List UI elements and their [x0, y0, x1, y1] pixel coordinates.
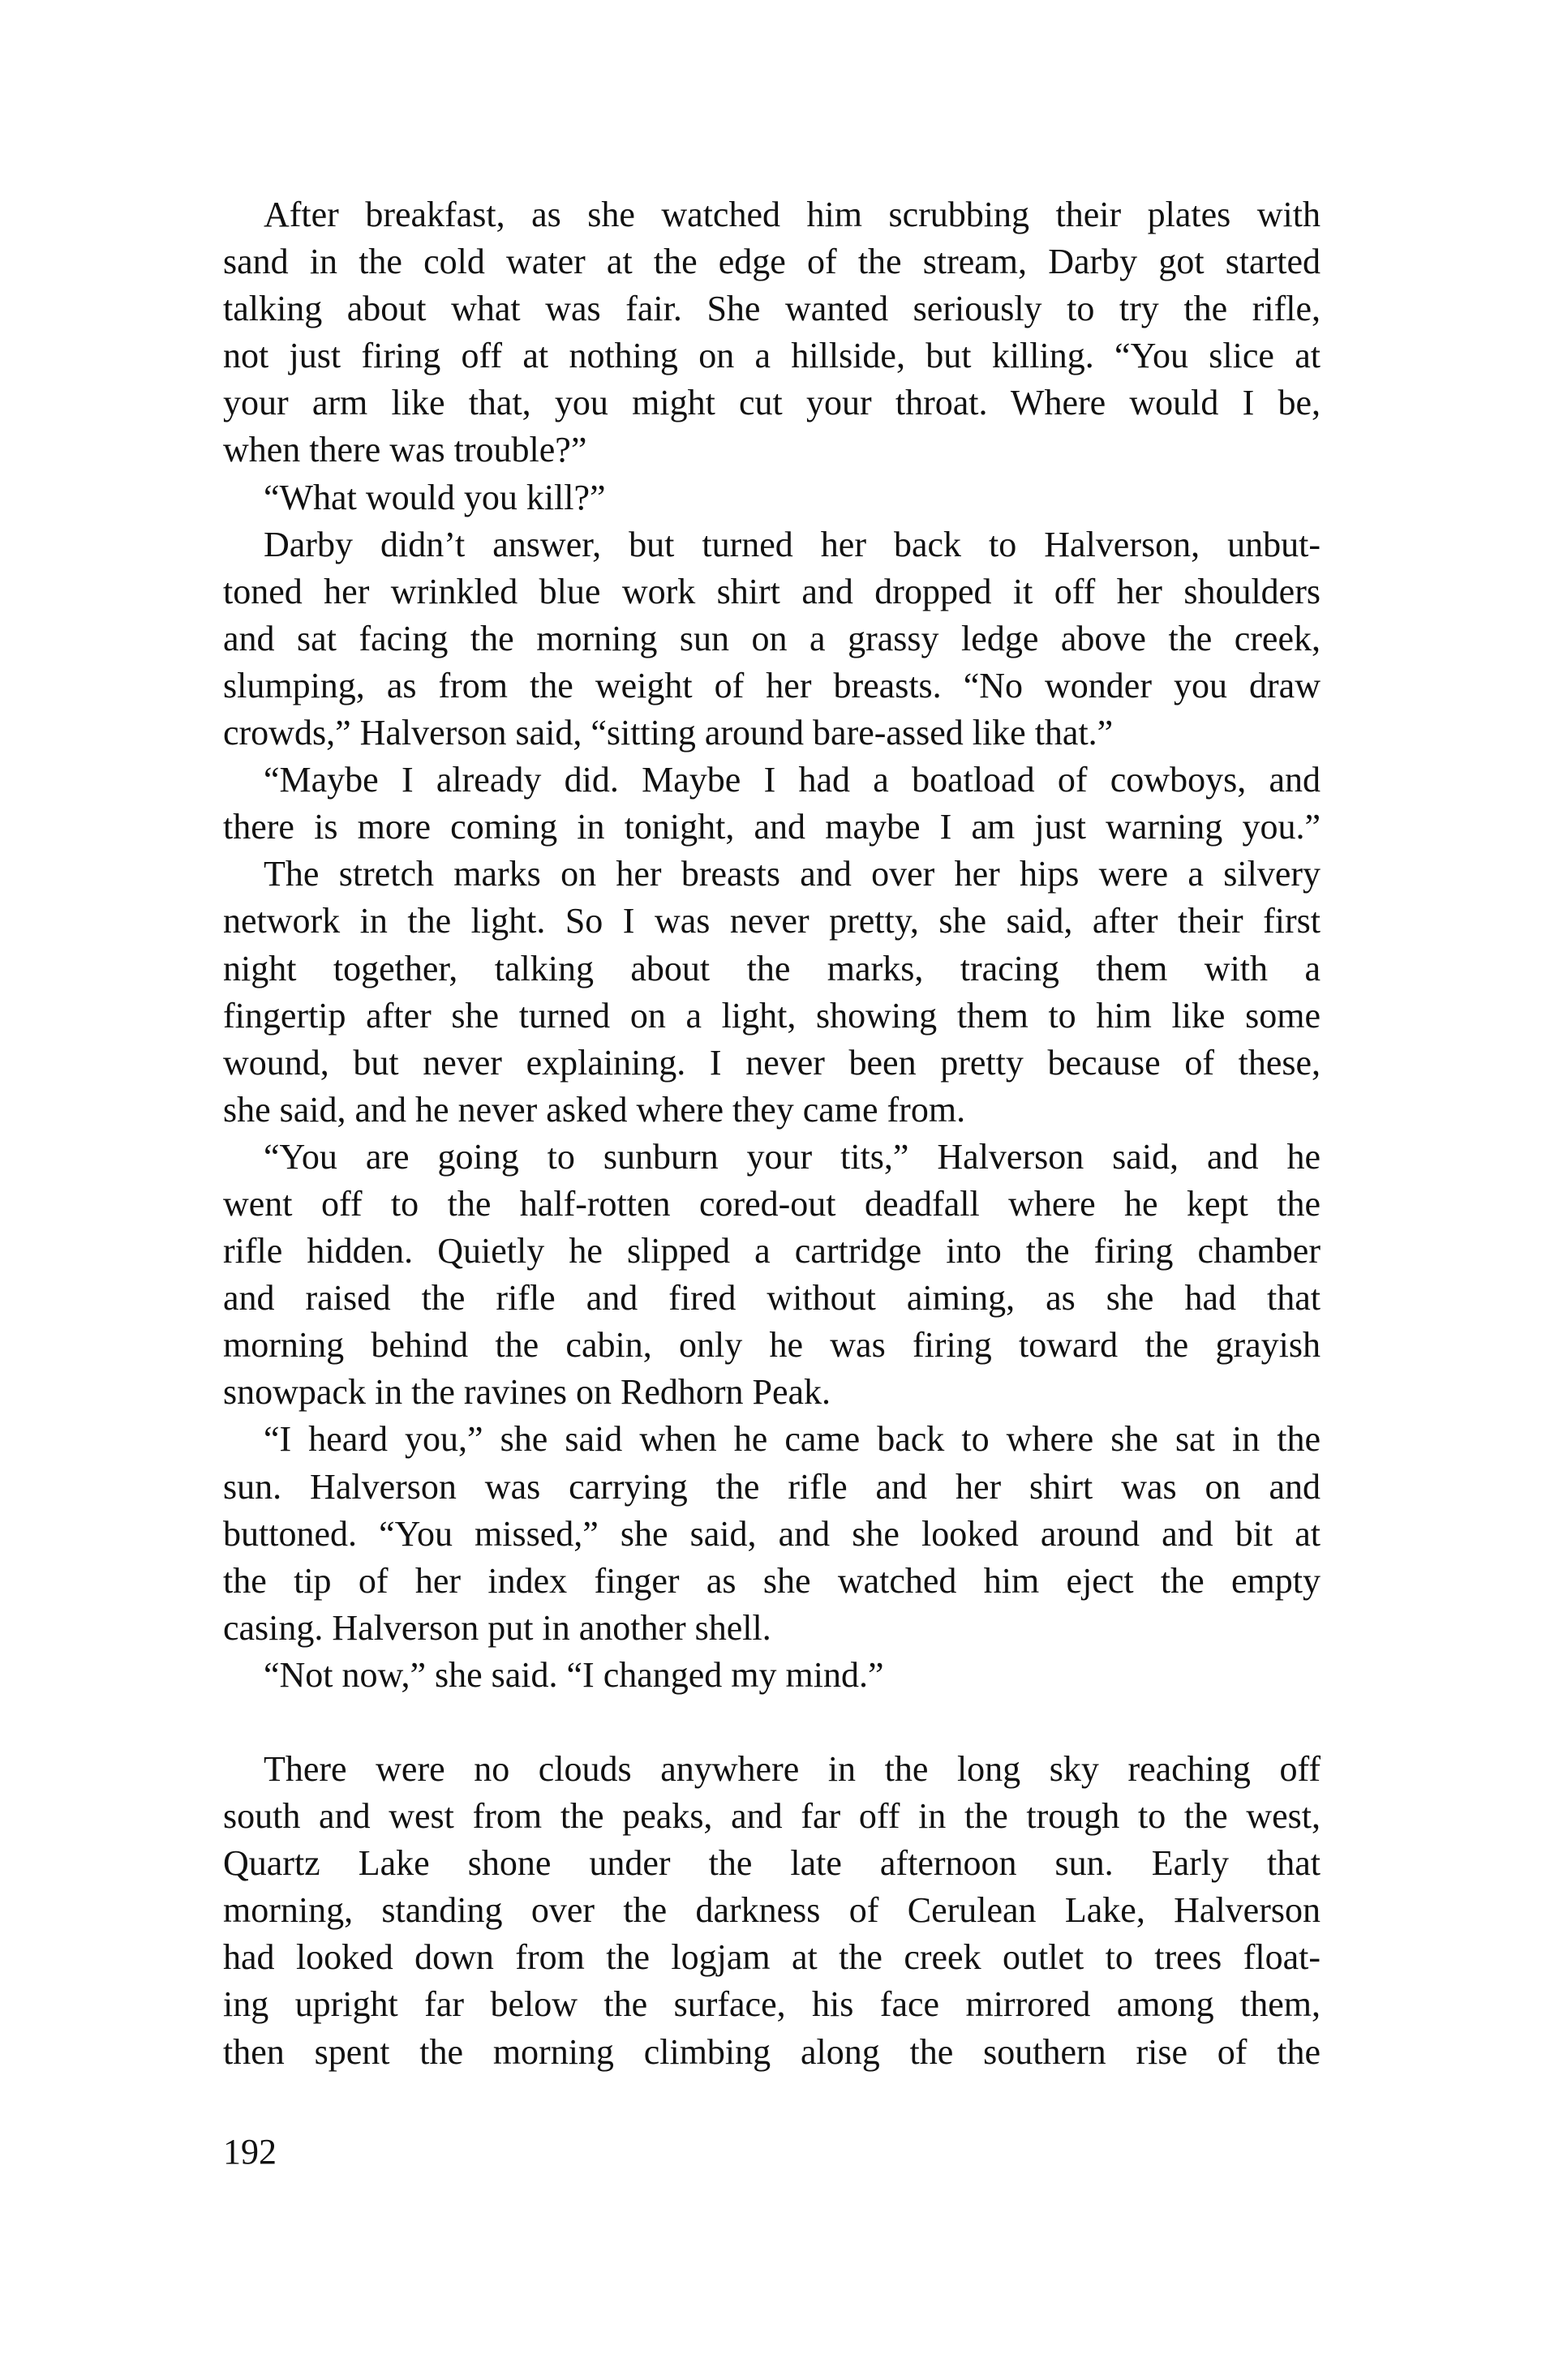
- text-line: The stretch marks on her breasts and over her hips were a silvery: [264, 854, 1321, 894]
- text-line: not just firing off at nothing on a hillside, but killing. “You slice at: [223, 336, 1321, 376]
- text-line: “I heard you,” she said when he came back to where she sat in the: [264, 1419, 1321, 1460]
- text-line: rifle hidden. Quietly he slipped a cartridge into the firing chamber: [223, 1231, 1321, 1271]
- text-line: casing. Halverson put in another shell.: [223, 1607, 771, 1648]
- text-line: fingertip after she turned on a light, showing them to him like some: [223, 995, 1321, 1036]
- text-line: toned her wrinkled blue work shirt and dropped it off her shoulders: [223, 571, 1321, 611]
- text-line: morning behind the cabin, only he was firing toward the grayish: [223, 1325, 1321, 1366]
- text-line: sand in the cold water at the edge of the stream, Darby got started: [223, 242, 1321, 282]
- text-line: night together, talking about the marks, tracing them with a: [223, 948, 1321, 988]
- page-number: 192: [223, 2132, 277, 2172]
- text-line: wound, but never explaining. I never been pretty because of these,: [223, 1042, 1321, 1083]
- text-line: “Not now,” she said. “I changed my mind.”: [264, 1654, 884, 1695]
- text-line: After breakfast, as she watched him scrubbing their plates with: [264, 195, 1321, 234]
- text-line: then spent the morning climbing along the southern rise of the: [223, 2031, 1321, 2072]
- text-line: network in the light. So I was never pretty, she said, after their first: [223, 901, 1321, 941]
- text-line: she said, and he never asked where they came from.: [223, 1089, 966, 1130]
- text-line: morning, standing over the darkness of Cerulean Lake, Halverson: [223, 1890, 1321, 1931]
- text-line: there is more coming in tonight, and maybe I am just warning you.”: [223, 807, 1321, 847]
- text-line: ing upright far below the surface, his face mirrored among them,: [223, 1984, 1321, 2025]
- text-section-1: [223, 191, 1321, 1699]
- page-body: [223, 191, 1321, 2076]
- text-section-2: [223, 1746, 1321, 2076]
- text-line: There were no clouds anywhere in the long sky reaching off: [264, 1749, 1321, 1789]
- text-line: snowpack in the ravines on Redhorn Peak.: [223, 1372, 831, 1413]
- text-line: south and west from the peaks, and far off in the trough to the west,: [223, 1796, 1321, 1837]
- text-line: when there was trouble?”: [223, 430, 587, 470]
- text-line: “You are going to sunburn your tits,” Halverson said, and he: [264, 1136, 1321, 1177]
- text-line: buttoned. “You missed,” she said, and she looked around and bit at: [223, 1513, 1321, 1554]
- text-line: had looked down from the logjam at the creek outlet to trees float-: [223, 1937, 1321, 1978]
- text-line: sun. Halverson was carrying the rifle and her shirt was on and: [223, 1466, 1321, 1507]
- text-line: your arm like that, you might cut your throat. Where would I be,: [223, 383, 1321, 423]
- text-line: the tip of her index finger as she watched him eject the empty: [223, 1560, 1321, 1601]
- text-line: went off to the half-rotten cored-out deadfall where he kept the: [223, 1183, 1321, 1224]
- text-line: and raised the rifle and fired without aiming, as she had that: [223, 1278, 1321, 1319]
- text-line: crowds,” Halverson said, “sitting around bare-assed like that.”: [223, 713, 1114, 753]
- text-line: Darby didn’t answer, but turned her back to Halverson, unbut-: [264, 524, 1321, 564]
- text-line: talking about what was fair. She wanted seriously to try the rifle,: [223, 289, 1321, 329]
- text-line: and sat facing the morning sun on a grassy ledge above the creek,: [223, 618, 1321, 658]
- text-line: “What would you kill?”: [264, 477, 606, 517]
- text-line: slumping, as from the weight of her breasts. “No wonder you draw: [223, 665, 1321, 705]
- text-line: Quartz Lake shone under the late afternoon sun. Early that: [223, 1843, 1321, 1884]
- section-break: [223, 1699, 1321, 1746]
- text-line: “Maybe I already did. Maybe I had a boatload of cowboys, and: [264, 760, 1321, 800]
